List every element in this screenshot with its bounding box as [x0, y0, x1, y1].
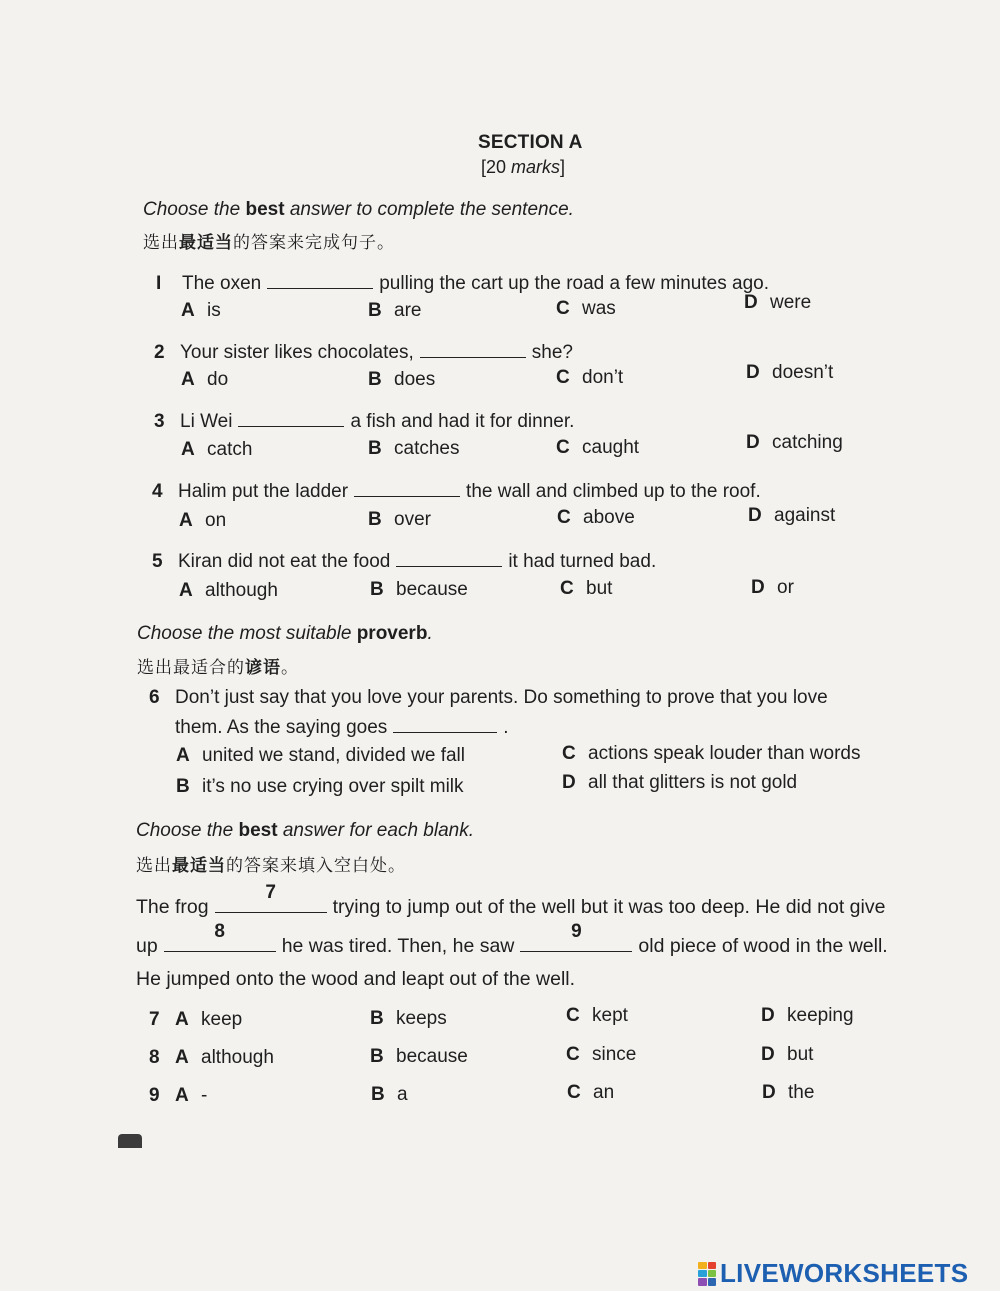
liveworksheets-icon: [698, 1262, 716, 1286]
option-5a[interactable]: A although: [179, 580, 278, 601]
option-4c[interactable]: C above: [557, 507, 635, 528]
part-c-instruction-chinese: 选出最适当的答案来填入空白处。: [136, 856, 406, 876]
option-1b[interactable]: B are: [368, 300, 422, 321]
option-6c[interactable]: C actions speak louder than words: [562, 743, 861, 764]
option-4a[interactable]: A on: [179, 510, 227, 531]
liveworksheets-logo[interactable]: [698, 1258, 968, 1289]
option-9a[interactable]: 9 A -: [149, 1085, 208, 1106]
option-7d[interactable]: D keeping: [761, 1005, 854, 1026]
option-3c[interactable]: C caught: [556, 437, 640, 458]
option-9d[interactable]: D the: [762, 1082, 815, 1103]
option-8a[interactable]: 8 A although: [149, 1047, 274, 1068]
question-4: 4 Halim put the ladder the wall and climbed up to the roof.: [152, 481, 761, 502]
blank-9[interactable]: 9: [520, 931, 632, 952]
option-7a[interactable]: 7 A keep: [149, 1009, 243, 1030]
part-c-instruction: Choose the best answer for each blank.: [136, 820, 474, 841]
option-1a[interactable]: A is: [181, 300, 221, 321]
part-a-instruction-chinese: 选出最适当的答案来完成句子。: [143, 233, 395, 253]
option-2b[interactable]: B does: [368, 369, 436, 390]
option-5d[interactable]: D or: [751, 577, 794, 598]
question-6-line-2: them. As the saying goes .: [175, 717, 509, 738]
answer-blank[interactable]: [396, 550, 502, 567]
option-1c[interactable]: C was: [556, 298, 616, 319]
option-7c[interactable]: C kept: [566, 1005, 628, 1026]
option-2a[interactable]: A do: [181, 369, 229, 390]
answer-blank[interactable]: [267, 272, 373, 289]
blank-8[interactable]: 8: [164, 931, 276, 952]
answer-blank[interactable]: [354, 480, 460, 497]
page-corner-mark: [118, 1134, 142, 1148]
option-3b[interactable]: B catches: [368, 438, 460, 459]
option-5b[interactable]: B because: [370, 579, 468, 600]
section-title: SECTION A: [478, 132, 583, 153]
option-8d[interactable]: D but: [761, 1044, 814, 1065]
cloze-line-1: The frog 7 trying to jump out of the well but it was too deep. He did not give: [136, 882, 886, 918]
answer-blank[interactable]: [393, 716, 497, 733]
option-4b[interactable]: B over: [368, 509, 431, 530]
option-3a[interactable]: A catch: [181, 439, 253, 460]
option-9b[interactable]: B a: [371, 1084, 408, 1105]
option-8b[interactable]: B because: [370, 1046, 468, 1067]
question-2: 2 Your sister likes chocolates, she?: [154, 342, 573, 363]
option-2c[interactable]: C don’t: [556, 367, 624, 388]
option-6d[interactable]: D all that glitters is not gold: [562, 772, 798, 793]
option-3d[interactable]: D catching: [746, 432, 843, 453]
option-9c[interactable]: C an: [567, 1082, 615, 1103]
question-6: 6 Don’t just say that you love your parents. Do something to prove that you love: [149, 687, 828, 708]
option-7b[interactable]: B keeps: [370, 1008, 447, 1029]
section-marks: [20 marks]: [481, 157, 566, 177]
option-6b[interactable]: B it’s no use crying over spilt milk: [176, 776, 464, 797]
answer-blank[interactable]: [420, 341, 526, 358]
option-2d[interactable]: D doesn’t: [746, 362, 834, 383]
part-b-instruction: Choose the most suitable proverb.: [137, 623, 433, 644]
cloze-line-2: up 8 he was tired. Then, he saw 9 old piece of wood in the well.: [136, 921, 888, 957]
logo-text: LIVEWORKSHEETS: [720, 1258, 969, 1288]
part-b-instruction-chinese: 选出最适合的谚语。: [137, 658, 299, 678]
question-1: I The oxen pulling the cart up the road a few minutes ago.: [156, 273, 769, 294]
question-5: 5 Kiran did not eat the food it had turned bad.: [152, 551, 657, 572]
option-8c[interactable]: C since: [566, 1044, 637, 1065]
cloze-line-3: He jumped onto the wood and leapt out of the well.: [136, 968, 576, 990]
answer-blank[interactable]: [238, 410, 344, 427]
option-4d[interactable]: D against: [748, 505, 836, 526]
blank-7[interactable]: 7: [215, 892, 327, 913]
option-5c[interactable]: C but: [560, 578, 613, 599]
option-6a[interactable]: A united we stand, divided we fall: [176, 745, 465, 766]
question-3: 3 Li Wei a fish and had it for dinner.: [154, 411, 575, 432]
option-1d[interactable]: D were: [744, 292, 812, 313]
part-a-instruction: Choose the best answer to complete the sentence.: [143, 199, 574, 220]
